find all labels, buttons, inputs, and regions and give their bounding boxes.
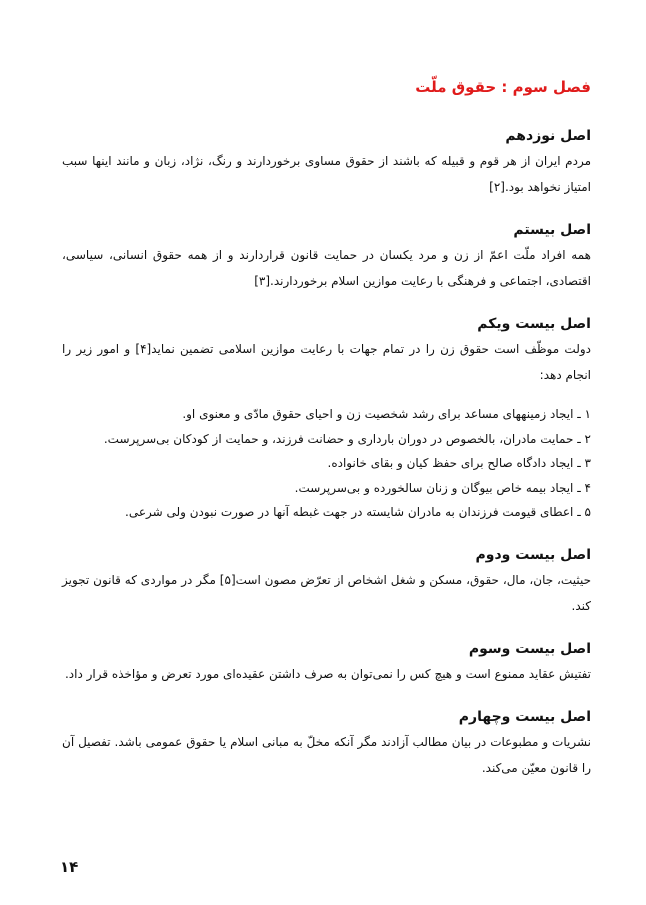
list-item: ۵ ـ اعطای قیومت فرزندان به مادران شایسته در جهت غبطه آنها در صورت نبودن ولی شرعی. [125,505,591,519]
article-heading: اصل بیست ویکم [477,316,591,332]
article-text: همه افراد ملّت اعمّ از زن و مرد یکسان در حمایت قانون قراردارند و از همه حقوق انسانی، سیاسی، اقتصادی، اجتماعی و فرهنگی با رعایت موازین اسلام برخوردارند.[۳] [62,248,591,288]
chapter-title: فصل سوم : حقوق ملّت [415,78,591,96]
article-text: نشریات و مطبوعات در بیان مطالب آزادند مگر آنکه مخلّ به مبانی اسلام یا حقوق عمومی باشد. تفصیل آن را قانون معیّن می‌کند. [62,734,591,775]
article-22 [62,547,591,619]
list-item: ۲ ـ حمایت مادران، بالخصوص در دوران بارداری و حضانت فرزند، و حمایت از کودکان بی‌سرپرست. [103,431,591,446]
article-24 [62,709,591,781]
list-item: ۳ ـ ایجاد دادگاه صالح برای حفظ کیان و بقای خانواده. [327,456,591,470]
article-text: تفتیش عقاید ممنوع است و هیچ کس را نمی‌توان به صرف داشتن عقیده‌ای مورد تعرض و مؤاخذه قرار داد. [64,666,591,681]
article-heading: اصل بیستم [513,222,591,238]
article-20 [62,222,591,294]
article-text: دولت موظّف است حقوق زن را در تمام جهات با رعایت موازین اسلامی تضمین نماید[۴] و امور زیر را انجام دهد: [62,342,591,382]
article-heading: اصل بیست وسوم [468,640,591,657]
page-number: ۱۴ [60,858,79,876]
article-text: حیثیت، جان، مال، حقوق، مسکن و شغل اشخاص از تعرّض مصون است[۵] مگر در مواردی که قانون تجویز کند. [62,572,591,613]
list-item: ۴ ـ ایجاد بیمه خاص بیوگان و زنان سالخورده و بی‌سرپرست. [294,480,591,495]
article-text: مردم ایران از هر قوم و قبیله که باشند از حقوق مساوی برخوردارند و رنگ، نژاد، زبان و مانند اینها سبب امتیاز نخواهد بود.[۲] [62,154,591,194]
article-heading: اصل بیست ودوم [475,546,591,563]
list-item: ۱ ـ ایجاد زمینههای مساعد برای رشد شخصیت زن و احیای حقوق مادّی و معنوی او. [182,407,591,421]
article-heading: اصل نوزدهم [505,128,591,144]
article-23 [62,641,591,687]
article-items-list [62,402,591,525]
article-19 [62,128,591,200]
article-21 [62,316,591,525]
article-heading: اصل بیست وچهارم [458,708,591,725]
